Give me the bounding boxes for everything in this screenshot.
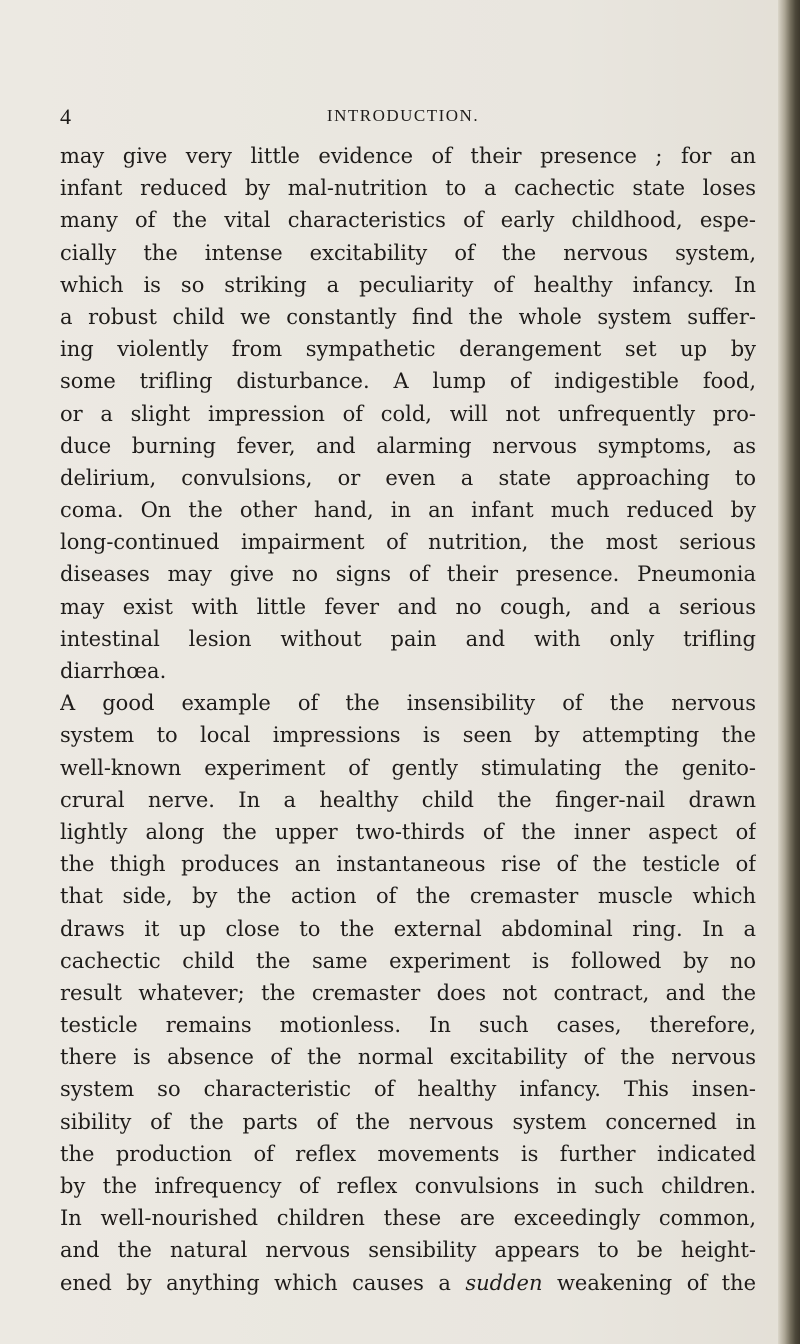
text-line: or a slight impression of cold, will not unfrequently pro- bbox=[60, 401, 756, 426]
final-text-line bbox=[60, 1267, 756, 1299]
text-line: crural nerve. In a healthy child the finger-nail drawn bbox=[60, 787, 756, 812]
text-line: cachectic child the same experiment is followed by no bbox=[60, 948, 756, 973]
body-text bbox=[60, 140, 756, 1299]
text-line: system so characteristic of healthy infancy. This insen- bbox=[60, 1077, 756, 1102]
text-line: infant reduced by mal-nutrition to a cachectic state loses bbox=[60, 176, 756, 201]
text-line: sibility of the parts of the nervous system concerned in bbox=[60, 1109, 756, 1134]
text-line: intestinal lesion without pain and with only trifling bbox=[60, 626, 756, 651]
text-line: coma. On the other hand, in an infant much reduced by bbox=[60, 498, 756, 523]
text-line: by the infrequency of reflex convulsions in such children. bbox=[60, 1174, 756, 1198]
text-line: long-continued impairment of nutrition, the most serious bbox=[60, 530, 756, 555]
paragraph-end-line: diarrhœa. bbox=[60, 659, 167, 683]
text-line: lightly along the upper two-thirds of the inner aspect of bbox=[60, 819, 756, 844]
text-line: may give very little evidence of their presence ; for an bbox=[60, 144, 756, 168]
page-number: 4 bbox=[60, 104, 71, 129]
text-line: and the natural nervous sensibility appears to be height- bbox=[60, 1238, 756, 1263]
paragraph-start-line: A good example of the insensibility of the nervous bbox=[60, 691, 756, 716]
text-line: In well-nourished children these are exceedingly common, bbox=[60, 1206, 756, 1231]
text-line: cially the intense excitability of the nervous system, bbox=[60, 240, 756, 265]
text-line: which is so striking a peculiarity of healthy infancy. In bbox=[60, 272, 756, 297]
text-line: a robust child we constantly find the whole system suffer- bbox=[60, 304, 756, 329]
text-line: there is absence of the normal excitability of the nervous bbox=[60, 1045, 756, 1070]
page-edge-shadow bbox=[778, 0, 800, 1344]
text-line: that side, by the action of the cremaster muscle which bbox=[60, 884, 756, 909]
text-line: many of the vital characteristics of early childhood, espe- bbox=[60, 208, 756, 233]
text-line: delirium, convulsions, or even a state approaching to bbox=[60, 465, 756, 490]
text-line: the thigh produces an instantaneous rise of the testicle of bbox=[60, 852, 756, 877]
text-line: duce burning fever, and alarming nervous symptoms, as bbox=[60, 433, 756, 458]
emphasized-word: sudden bbox=[465, 1270, 543, 1295]
text-line: well-known experiment of gently stimulating the genito- bbox=[60, 755, 756, 780]
text-line: draws it up close to the external abdominal ring. In a bbox=[60, 916, 756, 941]
text-line: diseases may give no signs of their presence. Pneumonia bbox=[60, 562, 756, 587]
text-line: testicle remains motionless. In such cases, therefore, bbox=[60, 1013, 756, 1038]
text-line: the production of reflex movements is further indicated bbox=[60, 1141, 756, 1166]
running-head: INTRODUCTION. bbox=[326, 106, 480, 125]
final-line-end: weakening of the bbox=[542, 1270, 756, 1295]
page-header bbox=[48, 104, 758, 134]
final-line-start: ened by anything which causes a bbox=[60, 1270, 466, 1295]
text-line: result whatever; the cremaster does not contract, and the bbox=[60, 980, 756, 1005]
text-line: may exist with little fever and no cough, and a serious bbox=[60, 594, 756, 619]
text-line: some trifling disturbance. A lump of indigestible food, bbox=[60, 369, 756, 394]
text-line: system to local impressions is seen by attempting the bbox=[60, 723, 756, 748]
text-line: ing violently from sympathetic derangement set up by bbox=[60, 337, 756, 362]
